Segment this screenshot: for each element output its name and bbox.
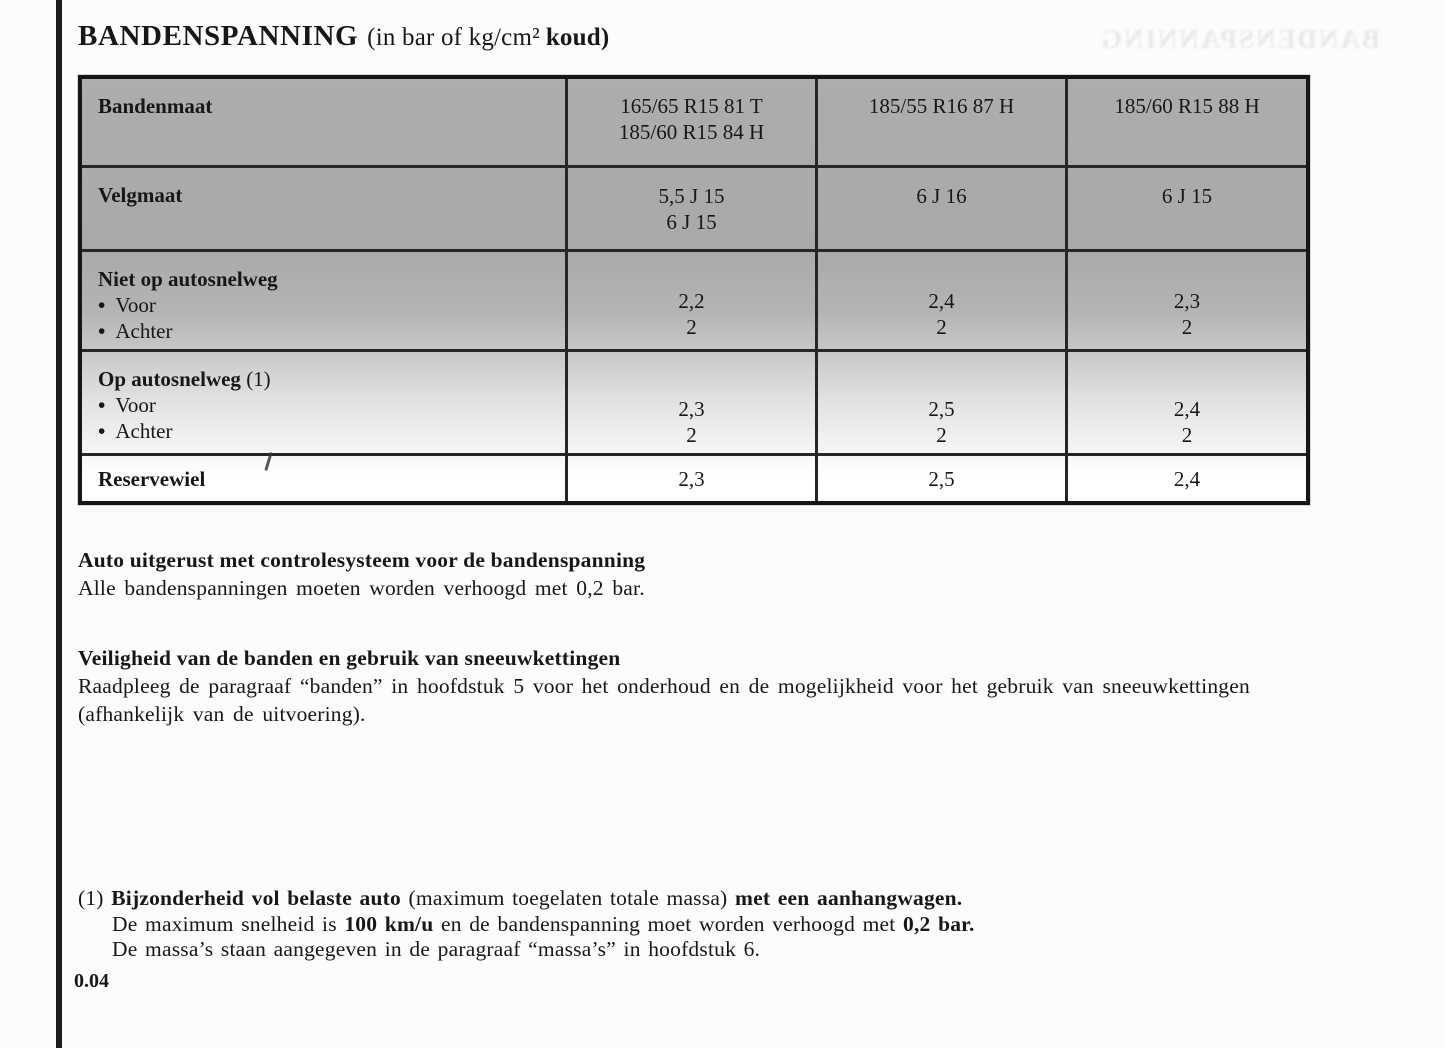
row-bandenmaat-label: Bandenmaat — [98, 94, 213, 118]
footnote-line1 — [78, 886, 1338, 912]
niet-op-col3-cell — [1065, 249, 1306, 349]
bandenmaat-col1-line1: 165/65 R15 81 T — [620, 94, 763, 118]
page-number: 0.04 — [74, 970, 109, 992]
niet-op-col3-voor: 2,3 — [1173, 289, 1201, 313]
velgmaat-col3-cell — [1065, 165, 1306, 249]
footnote-1 — [78, 886, 1338, 963]
section-tyre-safety-body-line2: (afhankelijk van de uitvoering). — [78, 702, 366, 726]
op-col1-voor: 2,3 — [678, 397, 705, 421]
bullet-icon: • — [98, 293, 106, 317]
footnote-line2 — [112, 912, 1338, 938]
op-col1-achter: 2 — [686, 423, 697, 447]
bandenmaat-col2-cell — [815, 79, 1065, 165]
bandenmaat-col3-line1: 185/60 R15 88 H — [1114, 94, 1260, 118]
op-col3-achter: 2 — [1181, 423, 1193, 447]
row-velgmaat-label-cell — [82, 165, 565, 249]
row-niet-op-autosnelweg-label: Niet op autosnelweg — [98, 267, 278, 291]
op-col2-cell — [815, 349, 1065, 453]
section-pressure-monitor-heading: Auto uitgerust met controlesysteem voor de bandenspanning — [78, 548, 646, 572]
op-col2-achter: 2 — [936, 423, 947, 447]
niet-op-col1-voor: 2,2 — [678, 289, 705, 313]
niet-op-col2-achter: 2 — [936, 315, 947, 339]
op-voor-text: Voor — [115, 393, 156, 417]
velgmaat-col1-line2: 6 J 15 — [666, 210, 717, 234]
bandenmaat-col1-cell — [565, 79, 815, 165]
section-tyre-safety-heading: Veiligheid van de banden en gebruik van sneeuwkettingen — [78, 646, 621, 670]
footnote-line2-bold-b: 0,2 bar. — [903, 911, 975, 936]
velgmaat-col1-line1: 5,5 J 15 — [658, 184, 725, 208]
row-op-autosnelweg-label-line — [98, 366, 551, 392]
footnote-line2-a: De maximum snelheid is — [112, 911, 337, 936]
niet-op-col3-achter: 2 — [1181, 315, 1193, 339]
reservewiel-col1-cell — [565, 453, 815, 501]
op-col3-voor: 2,4 — [1173, 397, 1201, 421]
reservewiel-col2-value: 2,5 — [928, 466, 955, 491]
niet-op-achter-label — [98, 318, 551, 344]
row-op-autosnelweg-label-cell — [82, 349, 565, 453]
niet-op-col2-cell — [815, 249, 1065, 349]
footnote-line3: De massa’s staan aangegeven in de paragraaf “massa’s” in hoofdstuk 6. — [112, 937, 761, 961]
row-reservewiel-label-cell — [82, 453, 565, 501]
reservewiel-col1-value: 2,3 — [678, 466, 705, 491]
row-bandenmaat-label-cell — [82, 79, 565, 165]
footnote-marker: (1) — [78, 886, 104, 910]
row-niet-op-autosnelweg-label-cell — [82, 249, 565, 349]
niet-op-voor-label — [98, 292, 551, 318]
op-col2-voor: 2,5 — [928, 397, 955, 421]
bandenmaat-col1-line2: 185/60 R15 84 H — [618, 120, 765, 144]
bandenmaat-col2-line1: 185/55 R16 87 H — [868, 94, 1015, 118]
op-col3-cell — [1065, 349, 1306, 453]
niet-op-col2-voor: 2,4 — [928, 289, 955, 313]
page-title — [78, 20, 609, 53]
niet-op-voor-text: Voor — [115, 293, 156, 317]
section-pressure-monitor-body: Alle bandenspanningen moeten worden verhoogd met 0,2 bar. — [78, 576, 645, 600]
bandenmaat-col3-cell — [1065, 79, 1306, 165]
op-achter-text: Achter — [115, 419, 173, 443]
title-unit-text: (in bar of kg/cm² — [367, 24, 540, 51]
niet-op-col1-achter: 2 — [686, 315, 697, 339]
footnote-line2-b: en de bandenspanning moet worden verhoogd met — [440, 911, 896, 936]
title-unit — [367, 24, 609, 51]
footnote-line1-bold-b: met een aanhangwagen. — [735, 886, 963, 910]
velgmaat-col2-cell — [815, 165, 1065, 249]
op-achter-label — [98, 418, 551, 444]
velgmaat-col2-line1: 6 J 16 — [916, 184, 967, 208]
section-tyre-safety — [78, 644, 1333, 728]
op-voor-label — [98, 392, 551, 418]
reservewiel-col2-cell — [815, 453, 1065, 501]
reservewiel-col3-cell — [1065, 453, 1306, 501]
bullet-icon: • — [98, 319, 106, 343]
footnote-line1-bold-a: Bijzonderheid vol belaste auto — [111, 886, 401, 910]
row-op-autosnelweg-note: (1) — [246, 367, 271, 391]
footnote-line1-normal: (maximum toegelaten totale massa) — [408, 886, 728, 910]
niet-op-col1-cell — [565, 249, 815, 349]
velgmaat-col3-line1: 6 J 15 — [1161, 184, 1213, 208]
title-main: BANDENSPANNING — [78, 20, 359, 52]
row-reservewiel-label: Reservewiel — [98, 466, 206, 491]
reservewiel-col3-value: 2,4 — [1173, 466, 1201, 491]
section-tyre-safety-body-line1: Raadpleeg de paragraaf “banden” in hoofdstuk 5 voor het onderhoud en de mogelijkheid voor het gebruik van sneeuwkettingen — [78, 674, 1250, 698]
title-unit-bold: koud) — [545, 24, 610, 51]
velgmaat-col1-cell — [565, 165, 815, 249]
page-binding-edge — [56, 0, 62, 1048]
tyre-pressure-table — [78, 75, 1310, 505]
bleed-through-title: BANDENSPANNING — [1098, 24, 1380, 54]
row-op-autosnelweg-label: Op autosnelweg — [98, 367, 241, 391]
bullet-icon: • — [98, 393, 106, 417]
op-col1-cell — [565, 349, 815, 453]
niet-op-achter-text: Achter — [115, 319, 173, 343]
bullet-icon: • — [98, 419, 106, 443]
row-velgmaat-label: Velgmaat — [98, 183, 183, 207]
section-pressure-monitor — [78, 546, 1333, 602]
footnote-line2-bold-a: 100 km/u — [344, 911, 434, 936]
